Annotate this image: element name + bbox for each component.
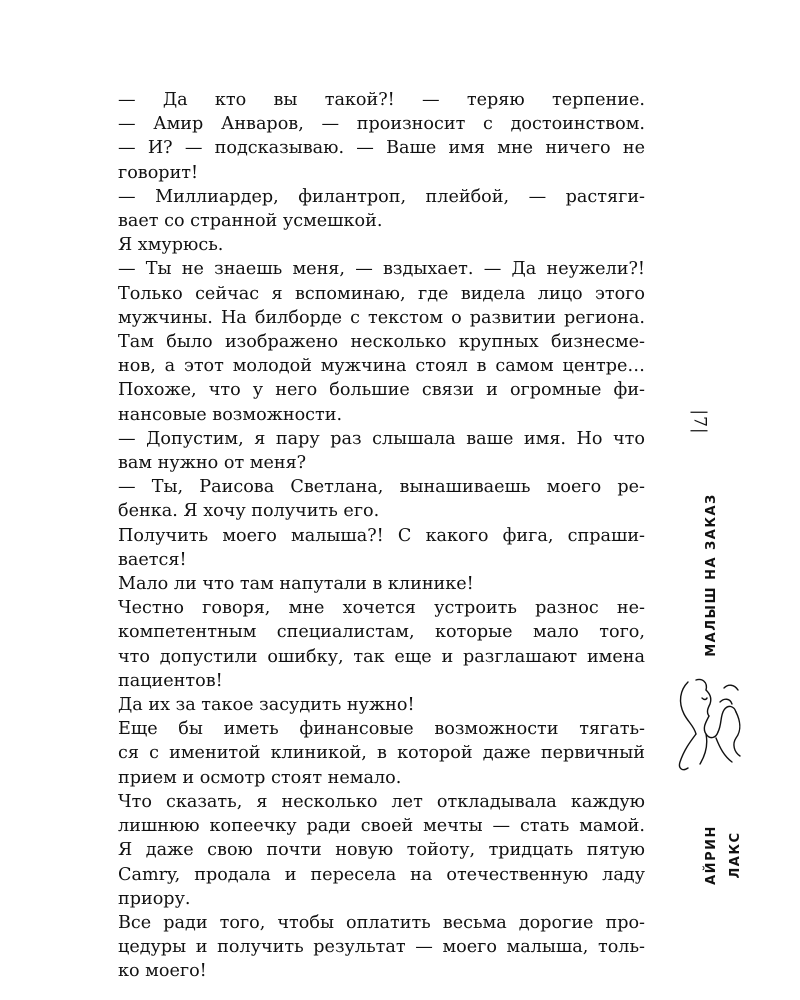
text-line: — Допустим, я пару раз слышала ваше имя. Но что <box>118 428 645 449</box>
text-line: приору. <box>118 888 191 909</box>
text-line: — Ты, Раисова Светлана, вынашиваешь моего ре- <box>118 477 645 498</box>
paragraph <box>118 257 645 281</box>
text-line: — Да кто вы такой?! — теряю терпение. <box>118 90 645 110</box>
text-line: Мало ли что там напутали в клинике! <box>118 574 474 595</box>
text-line: что допустили ошибку, так еще и разглашают имена <box>118 646 645 667</box>
text-line: Там было изображено несколько крупных бизнесме- <box>118 332 645 353</box>
paragraph <box>118 233 645 257</box>
text-line: — Ты не знаешь меня, — вздыхает. — Да неужели?! <box>118 259 645 280</box>
text-line: нов, а этот молодой мужчина стоял в самом центре… <box>118 356 645 377</box>
author-name: АЙРИН ЛАКС <box>704 825 743 885</box>
text-line: Да их за такое засудить нужно! <box>118 695 415 716</box>
text-line: Только сейчас я вспоминаю, где видела лицо этого <box>118 283 645 304</box>
paragraph <box>118 596 645 693</box>
paragraph <box>118 790 645 911</box>
text-line: нансовые возможности. <box>118 404 343 425</box>
text-line: Что сказать, я несколько лет откладывала каждую <box>118 791 645 812</box>
paragraph <box>118 136 645 184</box>
text-line: ко моего! <box>118 961 207 982</box>
text-line: прием и осмотр стоят немало. <box>118 767 402 788</box>
page-number-text: |7| <box>690 409 710 435</box>
couple-sketch-icon <box>676 676 748 786</box>
body-text <box>118 88 645 984</box>
text-line: — И? — подсказываю. — Ваше имя мне ничего не <box>118 138 645 159</box>
text-line: говорит! <box>118 162 199 183</box>
text-line: ся с именитой клиникой, в которой даже первичный <box>118 743 645 764</box>
paragraph <box>118 112 645 136</box>
paragraph <box>118 185 645 233</box>
text-line: Camry, продала и пересела на отечественную ладу <box>118 864 645 885</box>
text-line: пациентов! <box>118 670 223 691</box>
text-line: — Миллиардер, филантроп, плейбой, — растяги- <box>118 186 645 207</box>
text-line: вам нужно от меня? <box>118 453 307 474</box>
paragraph <box>118 427 645 475</box>
paragraph <box>118 378 645 426</box>
text-line: вает со странной усмешкой. <box>118 211 383 232</box>
text-line: лишнюю копеечку ради своей мечты — стать мамой. <box>118 816 645 837</box>
paragraph <box>118 717 645 790</box>
paragraph <box>118 524 645 572</box>
text-line: вается! <box>118 549 187 570</box>
paragraph <box>118 475 645 523</box>
paragraph <box>118 572 645 596</box>
text-line: Я хмурюсь. <box>118 235 224 256</box>
text-line: Честно говоря, мне хочется устроить разнос не- <box>118 598 645 619</box>
text-line: цедуры и получить результат — моего малыша, толь- <box>118 937 645 958</box>
running-title: МАЛЫШ НА ЗАКАЗ <box>704 493 719 657</box>
paragraph <box>118 693 645 717</box>
text-line: Получить моего малыша?! С какого фига, спраши- <box>118 525 645 546</box>
paragraph <box>118 282 645 379</box>
paragraph <box>118 911 645 984</box>
text-line: бенка. Я хочу получить его. <box>118 501 380 522</box>
text-line: Все ради того, чтобы оплатить весьма дорогие про- <box>118 912 645 933</box>
text-line: — Амир Анваров, — произносит с достоинством. <box>118 114 645 135</box>
text-line: мужчины. На билборде с текстом о развитии региона. <box>118 307 645 328</box>
page-number <box>680 402 720 442</box>
text-line: компетентным специалистам, которые мало того, <box>118 622 645 643</box>
text-line: Похоже, что у него большие связи и огромные фи- <box>118 380 645 401</box>
paragraph <box>118 88 645 112</box>
text-line: Я даже свою почти новую тойоту, тридцать пятую <box>118 840 645 861</box>
text-line: Еще бы иметь финансовые возможности тягать- <box>118 719 645 740</box>
